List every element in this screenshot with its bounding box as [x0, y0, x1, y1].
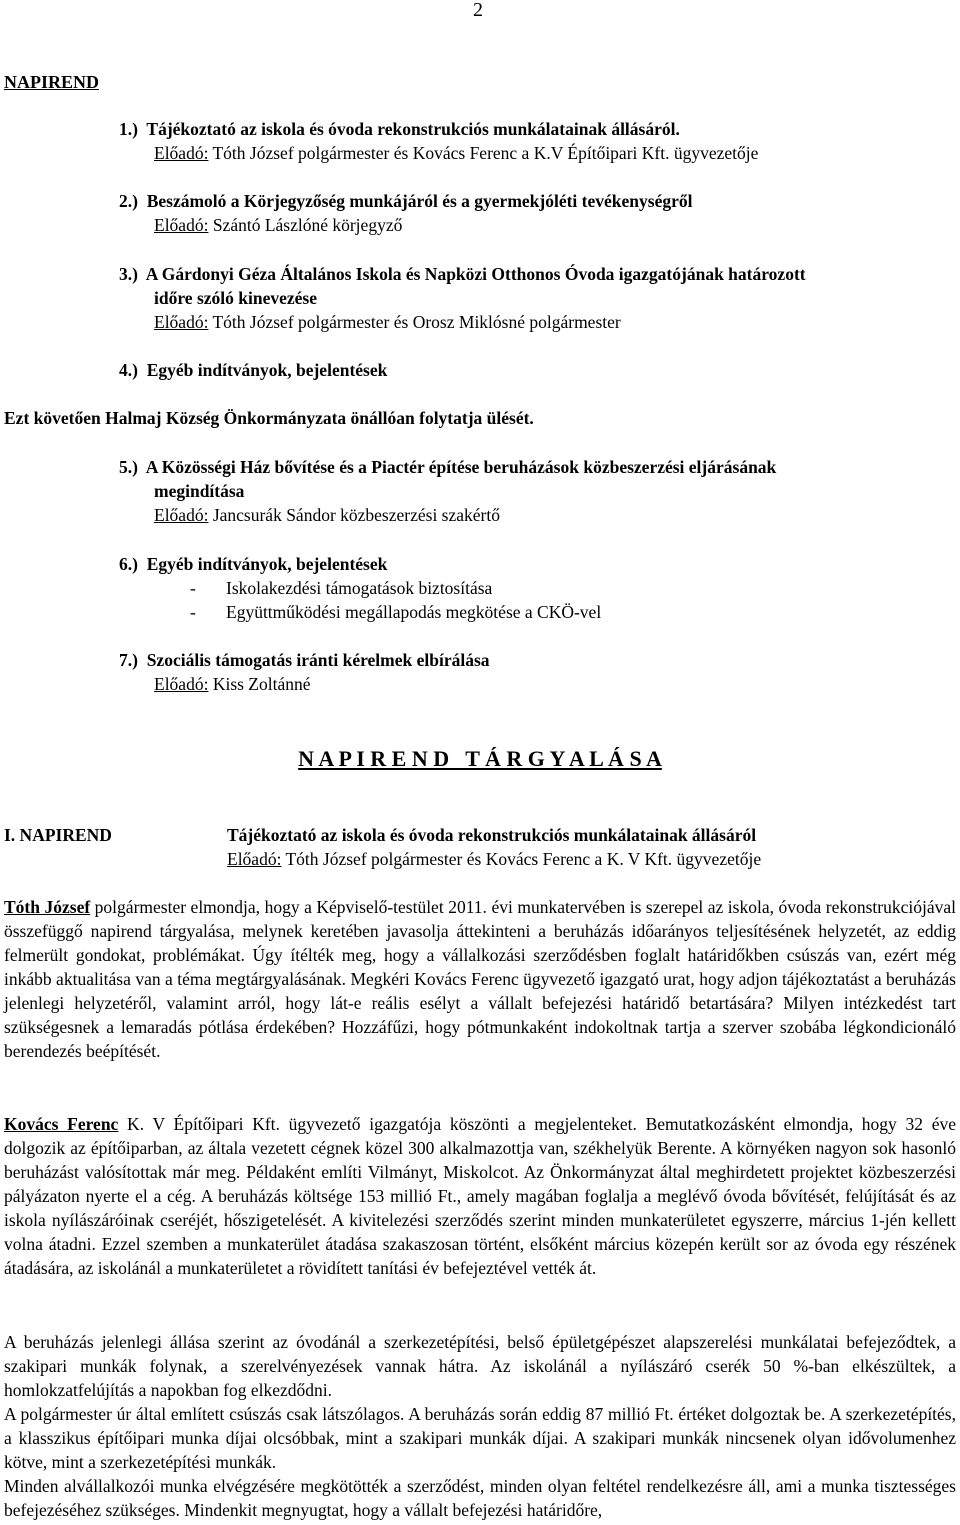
continuation-note: Ezt követően Halmaj Község Önkormányzata önállóan folytatja ülését. [4, 408, 534, 428]
agenda-item-3-title-cont: időre szóló kinevezése [154, 288, 317, 308]
agenda-item-3-presenter [154, 310, 621, 334]
agenda-item-1-number: 1.) [119, 119, 138, 139]
presenter-name: Tóth József polgármester és Kovács Ferenc a K. V Kft. ügyvezetője [281, 849, 762, 869]
presenter-label: Előadó: [154, 312, 209, 332]
agenda-item-3-number: 3.) [119, 264, 138, 284]
agenda-item-4-number: 4.) [119, 360, 138, 380]
presenter-label: Előadó: [227, 849, 282, 869]
agenda-item-3 [119, 262, 806, 286]
agenda-item-1-title: Tájékoztató az iskola és óvoda rekonstrukciós munkálatainak állásáról. [146, 119, 680, 139]
agenda-item-5-number: 5.) [119, 457, 138, 477]
speaker-name: Tóth József [4, 897, 91, 917]
paragraph-2 [4, 1112, 956, 1280]
agenda-item-6-title: Egyéb indítványok, bejelentések [146, 554, 388, 574]
paragraph-5: Minden alvállalkozói munka elvégzésére megkötötték a szerződést, minden olyan feltétel rendelkezésre áll, ami a munka tisztességes befejezéséhez szükséges. Mindenkit megnyugtat, hogy a vállalt befejezési határidőre, [4, 1476, 956, 1520]
paragraph-1 [4, 895, 956, 1063]
agenda-item-6-subitem [190, 576, 492, 600]
agenda-item-7-title: Szociális támogatás iránti kérelmek elbírálása [146, 650, 490, 670]
agenda-item-1 [119, 117, 680, 141]
agenda-item-5 [119, 455, 776, 479]
agenda-item-2-presenter [154, 213, 402, 237]
page-number: 2 [473, 0, 483, 21]
agenda-item-7-number: 7.) [119, 650, 138, 670]
agenda-item-4 [119, 358, 387, 382]
agenda-heading: NAPIREND [4, 72, 100, 92]
agenda-item-7-presenter [154, 672, 311, 696]
paragraph-4: A polgármester úr által említett csúszás csak látszólagos. A beruházás során eddig 87 millió Ft. értéket dolgoztak be. A szerkezetépítés, a klasszikus építőipari munka díjai olcsóbbak, mint a szakipari munkák díjai. A szakipari munkák nincsenek olyan idővolumenhez kötve, mint a szerkezetépítési munkák. [4, 1404, 956, 1472]
agenda-item-2 [119, 189, 692, 213]
paragraph-3: A beruházás jelenlegi állása szerint az óvodánál a szerkezetépítési, belső épületgépészet alapszerelési munkálatai befejeződtek, a szakipari munkák folynak, a szerelvényezések vannak hátra. Az iskolánál a nyílászáró cserék 50 %-ban elkészültek, a homlokzatfelújítás a napokban fog elkezdődni. [4, 1332, 956, 1400]
presenter-label: Előadó: [154, 674, 209, 694]
presenter-label: Előadó: [154, 143, 209, 163]
section-title: Tájékoztató az iskola és óvoda rekonstrukciós munkálatainak állásáról [227, 825, 757, 845]
agenda-item-1-presenter [154, 141, 758, 165]
agenda-item-5-title: A Közösségi Ház bővítése és a Piactér építése beruházások közbeszerzési eljárásának [145, 457, 777, 477]
presenter-label: Előadó: [154, 505, 209, 525]
agenda-item-6-subitem [190, 600, 601, 624]
agenda-item-5-title-cont: megindítása [154, 481, 245, 501]
presenter-name: Jancsurák Sándor közbeszerzési szakértő [208, 505, 500, 525]
speaker-name: Kovács Ferenc [4, 1114, 119, 1134]
presenter-name: Tóth József polgármester és Orosz Miklósné polgármester [208, 312, 621, 332]
paragraph-text: polgármester elmondja, hogy a Képviselő-testület 2011. évi munkatervében is szerepel az iskola, óvoda rekonstrukciójával összefüggő napirend tárgyalása, melynek keretében javasolja áttekinteni a beruházás időarányos teljesítésének helyzetét, az eddig felmerült gondokat, problémákat. Úgy ítélték meg, hogy a vállalkozási szerződésben foglalt határidőkben csúszás van, ezért még inkább aktualitása van a téma megtárgyalásának. Megkéri Kovács Ferenc ügyvezető igazgató urat, hogy adjon tájékoztatást a beruházás jelenlegi helyzetéről, valamint arról, hogy lát-e reális esélyt a vállalt befejezési határidő betartására? Milyen intézkedést tart szükségesnek a lemaradás pótlása érdekében? Hozzáfűzi, hogy pótmunkaként indokoltnak tartja a szerver szobába légkondicionáló berendezés beépítését. [4, 897, 957, 1061]
agenda-item-3-title: A Gárdonyi Géza Általános Iskola és Napközi Otthonos Óvoda igazgatójának határozott [145, 264, 806, 284]
agenda-item-5-presenter [154, 503, 500, 527]
section-label: I. NAPIREND [4, 825, 112, 845]
presenter-label: Előadó: [154, 215, 209, 235]
presenter-name: Tóth József polgármester és Kovács Ferenc a K.V Építőipari Kft. ügyvezetője [208, 143, 759, 163]
agenda-item-6-number: 6.) [119, 554, 138, 574]
presenter-name: Szántó Lászlóné körjegyző [208, 215, 403, 235]
presenter-name: Kiss Zoltánné [208, 674, 311, 694]
agenda-item-2-number: 2.) [119, 191, 138, 211]
dash-bullet: - [190, 602, 196, 622]
agenda-item-6 [119, 552, 387, 576]
subitem-text: Iskolakezdési támogatások biztosítása [226, 578, 493, 598]
paragraph-text: K. V Építőipari Kft. ügyvezető igazgatója köszönti a megjelenteket. Bemutatkozásként elmondja, hogy 32 éve dolgozik az építőiparban, az általa vezetett cégnek közel 300 alkalmazottja van, székhelyük Berente. A környéken nagyon sok hasonló beruházást valósítottak már meg. Példaként említi Vilmányt, Miskolcot. Az Önkormányzat által meghirdetett projektet közbeszerzési pályázaton nyerte el a cég. A beruházás költsége 153 millió Ft., amely magában foglalja a meglévő óvoda bővítését, felújítását és az iskola nyílászáróinak cseréjét, hőszigetelését. A kivitelezési szerződés szerint minden munkaterületet egyszerre, március 1-jén kellett volna átadni. Ezzel szemben a munkaterület átadása szakaszosan történt, elsőként március közepén került sor az óvoda egy részének átadására, az iskolánál a munkaterületet a rövidített tanítási év befejeztével vették át. [4, 1114, 956, 1278]
agenda-item-4-title: Egyéb indítványok, bejelentések [146, 360, 388, 380]
section-presenter [227, 847, 761, 871]
subitem-text: Együttműködési megállapodás megkötése a CKÖ-vel [226, 602, 602, 622]
discussion-heading: N A P I R E N D T Á R G Y A L Á S A [298, 746, 662, 771]
dash-bullet: - [190, 578, 196, 598]
agenda-item-7 [119, 648, 490, 672]
agenda-item-2-title: Beszámoló a Körjegyzőség munkájáról és a gyermekjóléti tevékenységről [146, 191, 693, 211]
